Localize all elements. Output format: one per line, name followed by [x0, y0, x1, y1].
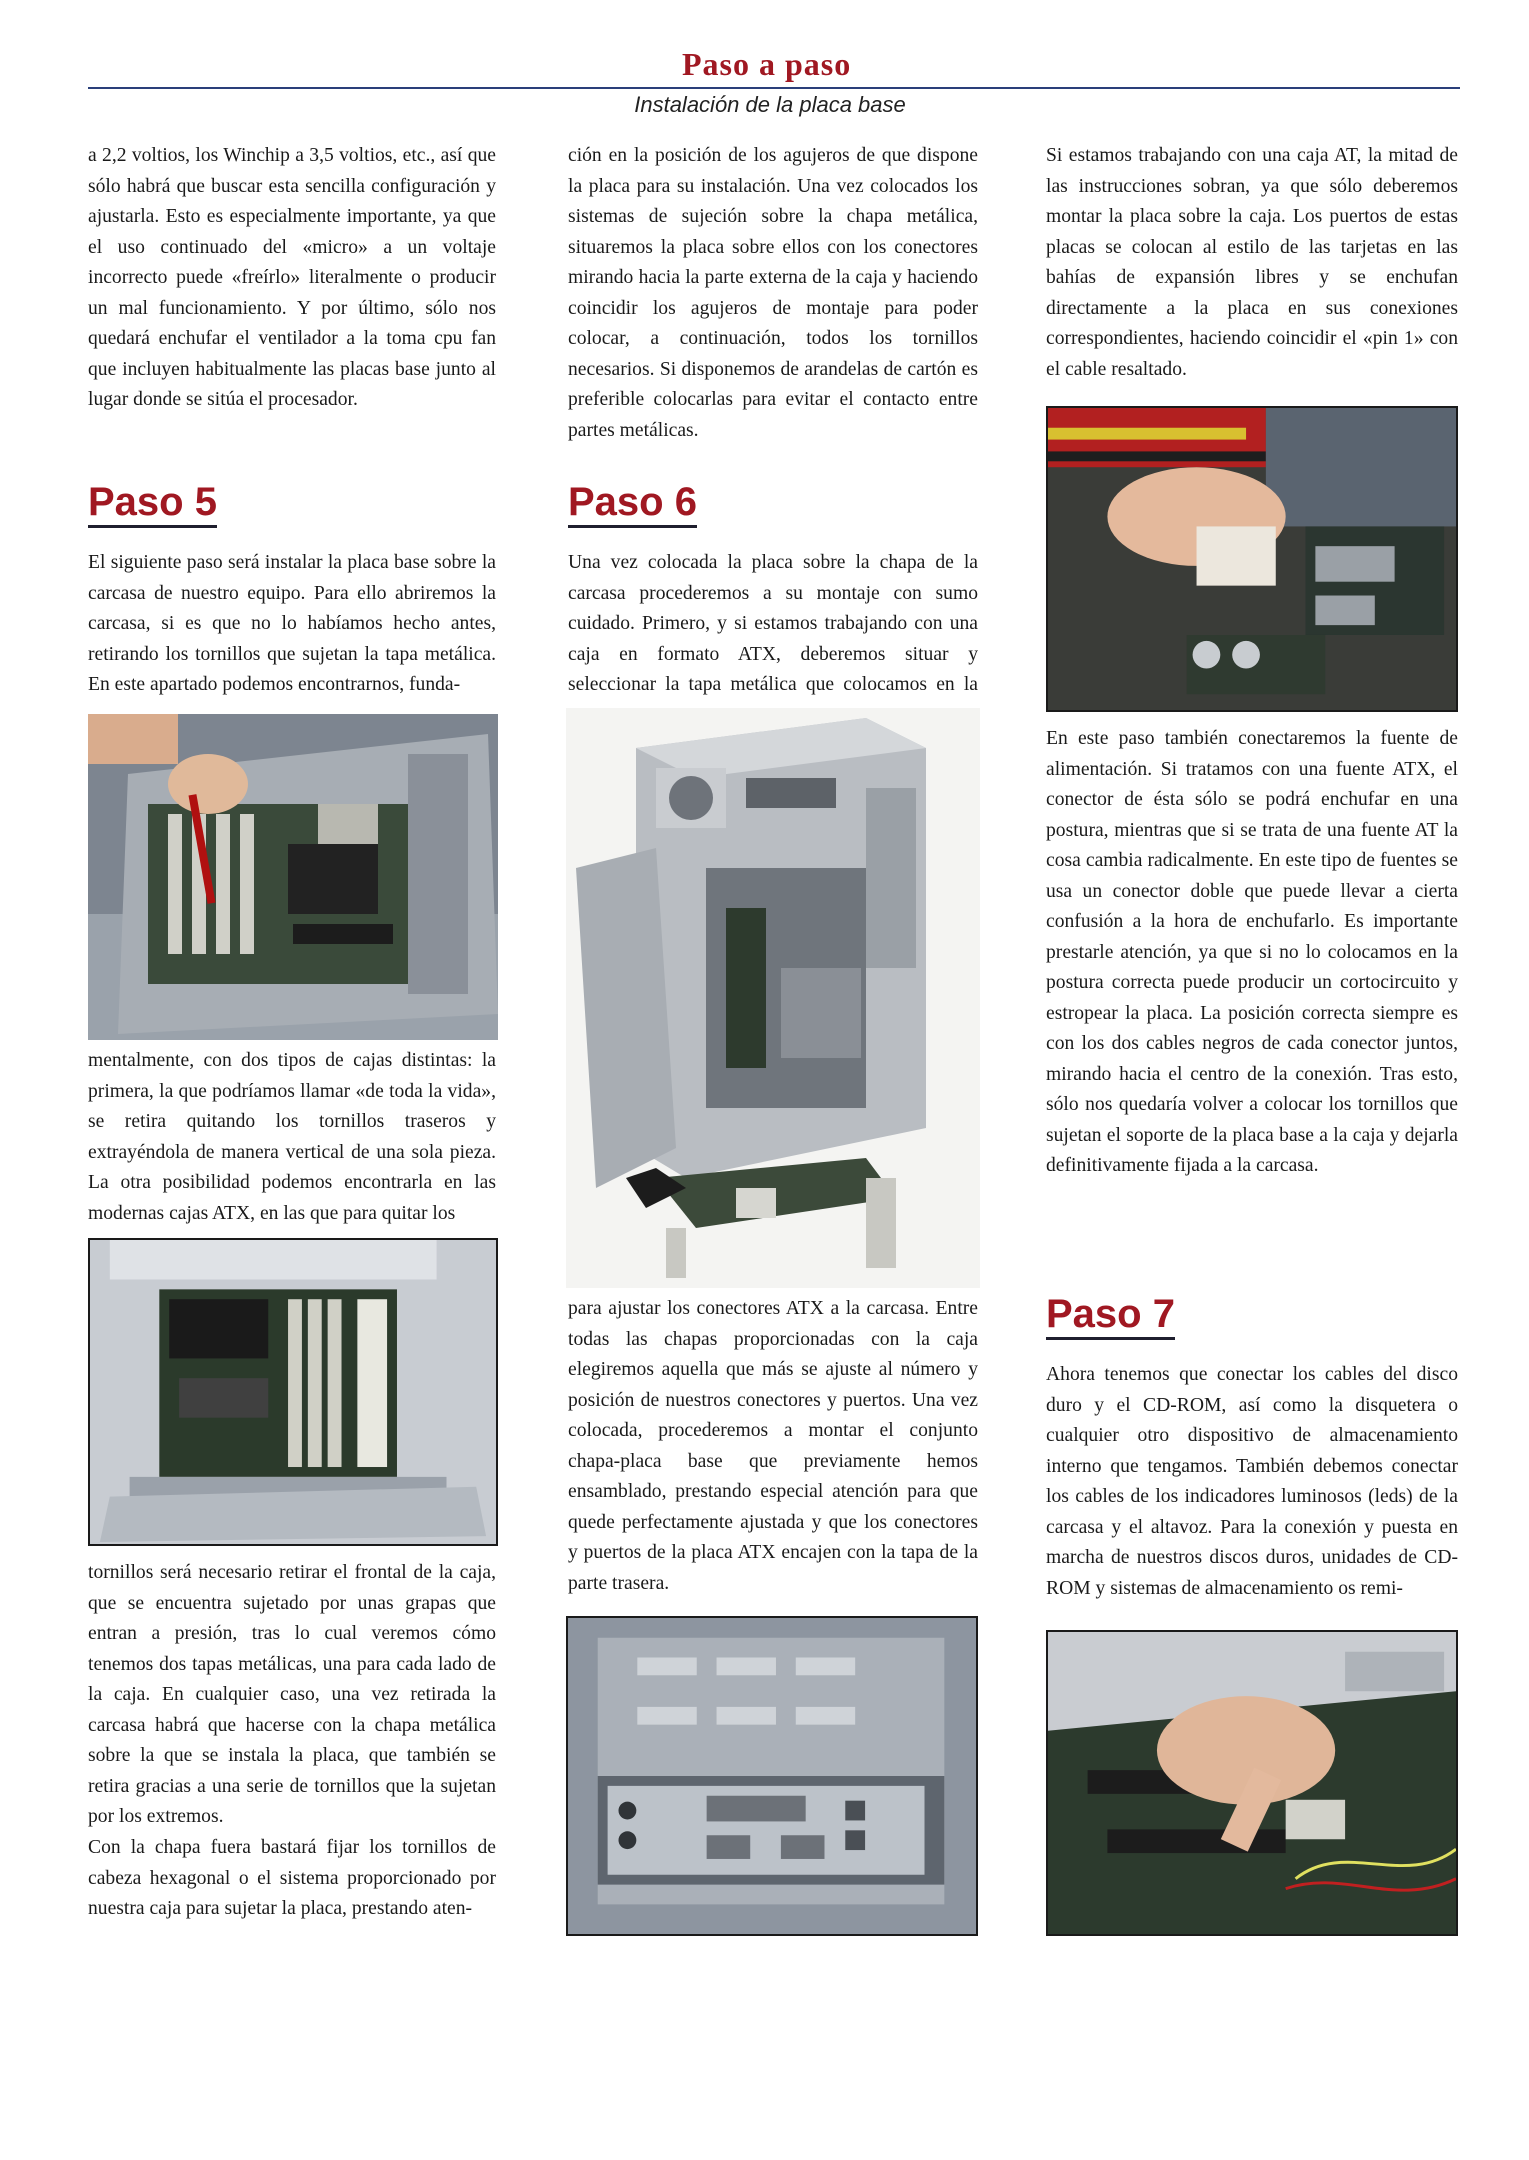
paso5-text-a: El siguiente paso será instalar la placa base sobre la carcasa de nuestro equipo. Para ello abriremos la carcasa, si es que no lo habíamos hecho antes, retirando los tornillos que sujetan la tapa metálica. En este apartado podemos encontrarnos, funda- [88, 552, 496, 695]
paso5-text-c: tornillos será necesario retirar el frontal de la caja, que se encuentra sujetado por unas grapas que entran a presión, tras lo cual veremos cómo tenemos dos tapas metálicas, una para cada lado de la caja. En cualquier caso, una vez retirada la carcasa habrá que hacerse con la chapa metálica sobre la que se instala la placa, que también se retira gracias a una serie de tornillos que la sujetan por los extremos. [88, 1562, 496, 1827]
header-rule [88, 87, 1460, 89]
photo-open-atx-case [88, 1238, 498, 1546]
col1-intro-text: a 2,2 voltios, los Winchip a 3,5 voltios, etc., así que sólo habrá que buscar esta sencilla configuración y ajustarla. Esto es especialmente importante, ya que el uso continuado del «micro» a un voltaje incorrecto puede «freírlo» literalmente o producir un mal funcionamiento. Y por último, sólo nos quedará enchufar el ventilador a la toma cpu fan que incluyen habitualmente las placas base junto al lugar donde se sitúa el procesador. [88, 145, 496, 410]
paso6-text-b: para ajustar los conectores ATX a la carcasa. Entre todas las chapas proporcionadas con la caja elegiremos aquella que más se ajuste al número y posición de nuestros conectores y puertos. Una vez colocada, procederemos a montar el conjunto chapa-placa base que previamente hemos ensamblado, prestando especial atención para que quede perfectamente ajustada y que los conectores y puertos de la placa ATX encajen con la tapa de la parte trasera. [568, 1298, 978, 1594]
photo-power-connector [1046, 406, 1458, 712]
paso7-text-a: Ahora tenemos que conectar los cables del disco duro y el CD-ROM, así como la disquetera o cualquier otro dispositivo de almacenamiento interno que tengamos. También debemos conectar los cables de los indicadores luminosos (leds) de la carcasa y el altavoz. Para la conexión y puesta en marcha de nuestros discos duros, unidades de CD-ROM y sistemas de almacenamiento os remi- [1046, 1364, 1458, 1599]
photo-screwdriver-motherboard [88, 714, 498, 1040]
paso5-text-b: mentalmente, con dos tipos de cajas distintas: la primera, la que podríamos llamar «de toda la vida», se retira quitando los tornillos traseros y extrayéndola de manera vertical de una sola pieza. La otra posibilidad podemos encontrarla en las modernas cajas ATX, en las que para quitar los [88, 1050, 496, 1224]
paso5-heading: Paso 5 [88, 480, 217, 528]
paso7-heading: Paso 7 [1046, 1292, 1175, 1340]
col3-power-text: En este paso también conectaremos la fuente de alimentación. Si tratamos con una fuente ATX, el conector de ésta sólo se podrá enchufar en una postura, mientras que si se trata de una fuente AT la cosa cambia radicalmente. En este tipo de fuentes se usa un conector doble que puede llevar a cierta confusión a la hora de enchufarlo. Es importante prestarle atención, ya que si no lo colocamos en la postura correcta puede producir un cortocircuito y estropear la placa. La posición correcta siempre es con los dos cables negros de cada conector juntos, mirando hacia el centro de la conexión. Tras esto, sólo nos quedaría volver a colocar los tornillos que sujetan el soporte de la placa base a la caja y dejarla definitivamente fijada a la carcasa. [1046, 728, 1458, 1176]
photo-atx-io-shield [566, 1616, 978, 1936]
paso6-text-a: Una vez colocada la placa sobre la chapa de la carcasa procederemos a su montaje con sumo cuidado. Primero, y si estamos trabajando con una caja en formato ATX, deberemos situar y seleccionar la tapa metálica que colocamos en la [568, 552, 978, 695]
col2-intro-text: ción en la posición de los agujeros de que dispone la placa para su instalación. Una vez colocados los sistemas de sujeción sobre la chapa metálica, situaremos la placa sobre ellos con los conectores mirando hacia la parte externa de la caja y haciendo coincidir los agujeros de montaje para poder colocar, a continuación, todos los tornillos necesarios. Si disponemos de arandelas de cartón es preferible colocarlas para evitar el contacto entre partes metálicas. [568, 145, 978, 441]
photo-connecting-cables [1046, 1630, 1458, 1936]
paso6-heading: Paso 6 [568, 480, 697, 528]
col3-intro-text: Si estamos trabajando con una caja AT, la mitad de las instrucciones sobran, ya que sólo deberemos montar la placa sobre la caja. Los puertos de estas placas se colocan al estilo de las tarjetas en las bahías de expansión libres y se enchufan directamente a la placa en sus conexiones correspondientes, haciendo coincidir el «pin 1» con el cable resaltado. [1046, 145, 1458, 380]
paso5-text-d: Con la chapa fuera bastará fijar los tornillos de cabeza hexagonal o el sistema proporcionado por nuestra caja para sujetar la placa, prestando aten- [88, 1837, 496, 1919]
section-subtitle: Instalación de la placa base [634, 92, 906, 117]
photo-atx-tower-parts [566, 708, 980, 1288]
